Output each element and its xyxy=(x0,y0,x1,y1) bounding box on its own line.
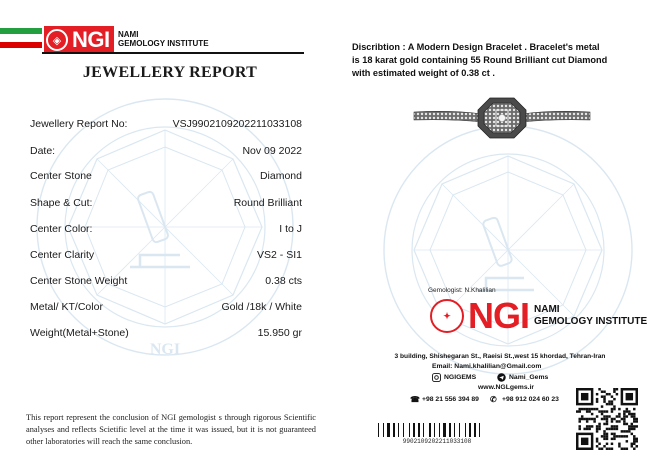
ngi-emblem-icon: ◈ xyxy=(46,29,68,51)
instagram-icon xyxy=(432,373,441,382)
phone-line xyxy=(410,395,479,404)
description-line: is 18 karat gold containing 55 Round Brilliant cut Diamond xyxy=(352,55,608,65)
instagram-line xyxy=(432,373,476,382)
gemologist-name: Gemologist: N.Khalilian xyxy=(428,287,496,294)
page-title: JEWELLERY REPORT xyxy=(82,64,258,81)
field-value: VSJ9902109202211033108 xyxy=(172,118,302,130)
ngi-seal-icon: ✦ xyxy=(430,299,464,333)
field-label: Jewellery Report No: xyxy=(30,118,128,130)
telegram-icon xyxy=(497,373,506,382)
description-line: with estimated weight of 0.38 ct . xyxy=(352,68,495,78)
email-line xyxy=(432,363,541,370)
telegram-handle: Nami_Gems xyxy=(509,374,549,381)
field-value: Diamond xyxy=(259,170,302,182)
field-value: Round Brilliant xyxy=(233,197,302,209)
field-date xyxy=(30,145,302,157)
instagram-handle: NGIGEMS xyxy=(444,374,477,381)
mobile-icon: ✆ xyxy=(490,395,497,404)
barcode xyxy=(378,423,496,437)
phone-icon: ☎ xyxy=(410,395,420,404)
logo-text: NGI xyxy=(72,27,110,52)
field-value: Gold /18k / White xyxy=(221,301,302,313)
field-metal xyxy=(30,301,302,313)
watermark-left-text: NGI xyxy=(149,341,181,358)
field-value: I to J xyxy=(279,223,302,235)
field-center-stone xyxy=(30,170,302,182)
email-text: Email: Nami.khalilian@Gmail.com xyxy=(432,363,542,370)
website-line xyxy=(478,384,534,391)
qr-code xyxy=(576,388,638,450)
footer-logo-sub-nami: NAMI xyxy=(534,304,560,315)
field-value: 15.950 gr xyxy=(257,327,302,339)
disclaimer-text: This report represent the conclusion of NGI gemologist s through rigorous Scientific analyses and reflects Scietific level at the time it was issued, but it is not guaranteed other laboratories will reach the same conclusion. xyxy=(26,413,316,446)
field-weight xyxy=(30,327,302,339)
logo-sub-nami: NAMI xyxy=(118,30,139,39)
field-label: Center Clarity xyxy=(30,249,95,261)
field-center-stone-weight xyxy=(30,275,302,287)
footer-logo xyxy=(430,295,648,336)
ngi-logo xyxy=(44,26,114,54)
field-value: 0.38 cts xyxy=(265,275,302,287)
field-center-clarity xyxy=(30,249,302,261)
field-shape-cut xyxy=(30,197,302,209)
description xyxy=(352,41,652,80)
field-label: Center Color: xyxy=(30,223,93,235)
field-value: Nov 09 2022 xyxy=(242,145,302,157)
mobile-number: +98 912 024 60 23 xyxy=(502,396,559,403)
footer-logo-text: NGI xyxy=(468,295,530,336)
field-label: Shape & Cut: xyxy=(30,197,93,209)
description-line: Discribtion : A Modern Design Bracelet . Bracelet's metal xyxy=(352,42,600,52)
barcode-number: 9902109202211033108 xyxy=(402,438,472,445)
field-center-color xyxy=(30,223,302,235)
telegram-line xyxy=(497,373,548,382)
logo-subtitle xyxy=(118,30,209,48)
field-value: VS2 - SI1 xyxy=(257,249,302,261)
field-label: Center Stone Weight xyxy=(30,275,128,287)
field-label: Weight(Metal+Stone) xyxy=(30,327,129,339)
field-label: Date: xyxy=(30,145,56,157)
address: 3 building, Shishegaran St., Raeisi St.,west 15 khordad, Tehran-Iran xyxy=(394,353,606,360)
footer-logo-sub-institute: GEMOLOGY INSTITUTE xyxy=(534,316,648,327)
logo-sub-institute: GEMOLOGY INSTITUTE xyxy=(118,39,209,48)
bracelet-image xyxy=(412,92,592,140)
phone-number: +98 21 556 394 89 xyxy=(422,396,479,403)
website-text: www.NGLgems.ir xyxy=(478,384,535,391)
watermark-right xyxy=(378,120,638,380)
field-label: Metal/ KT/Color xyxy=(30,301,103,313)
iran-flag-icon xyxy=(0,28,42,48)
header-rule xyxy=(42,52,304,54)
field-report-no xyxy=(30,118,302,130)
field-label: Center Stone xyxy=(30,170,92,182)
mobile-line xyxy=(490,395,559,404)
